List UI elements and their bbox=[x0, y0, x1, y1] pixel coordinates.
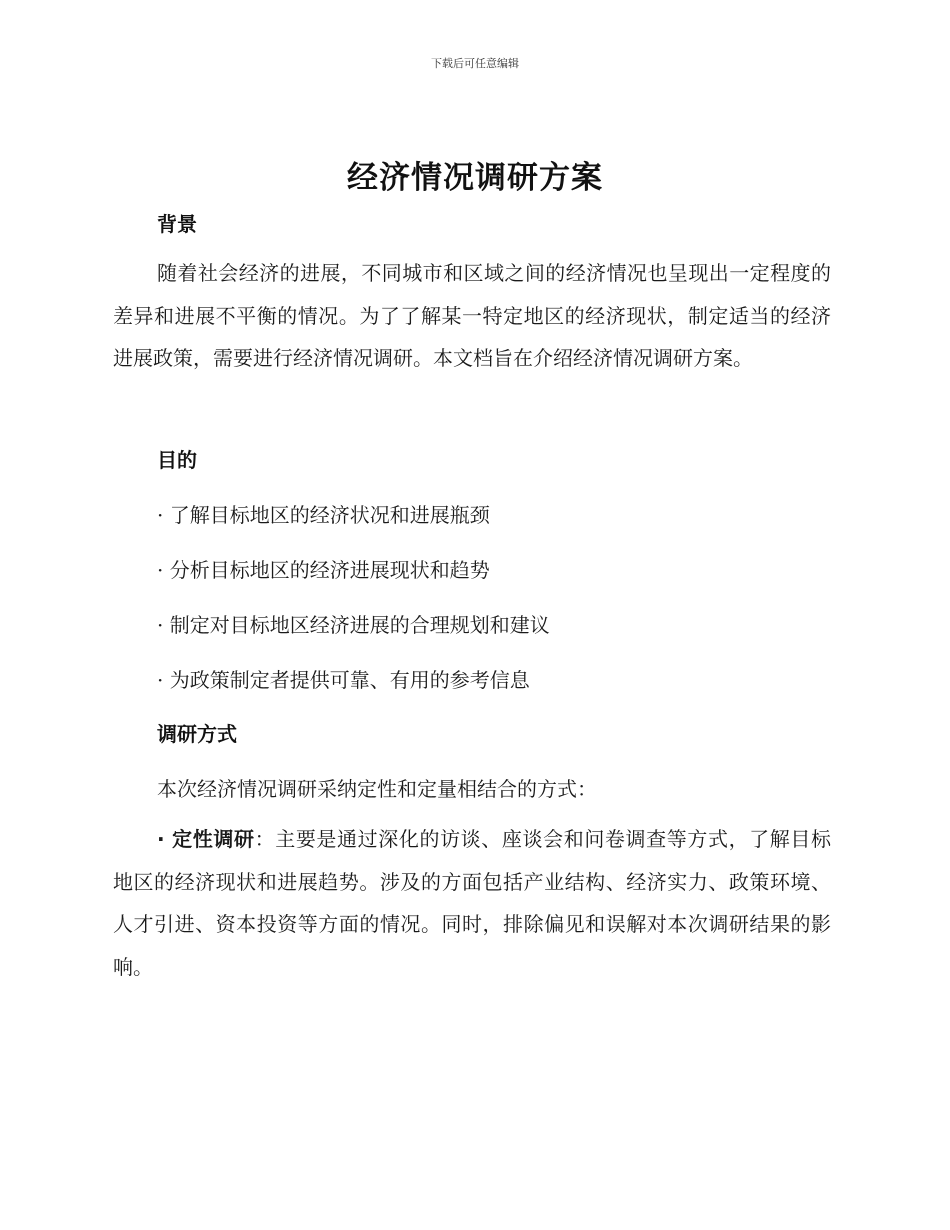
section-heading-background: 背景 bbox=[157, 212, 197, 236]
purpose-list-item: · 了解目标地区的经济状况和进展瓶颈 bbox=[157, 503, 490, 527]
purpose-list-item: · 为政策制定者提供可靠、有用的参考信息 bbox=[157, 668, 530, 692]
document-title: 经济情况调研方案 bbox=[347, 160, 603, 196]
qualitative-text: ：主要是通过深化的访谈、座谈会和问卷调查等方式，了解目标地区的经济现状和进展趋势。涉及的方面包括产业结构、经济实力、政策环境、人才引进、资本投资等方面的情况。同时，排除偏见和误解对本次调研结果的影响。 bbox=[113, 827, 832, 979]
section-heading-purpose: 目的 bbox=[157, 448, 197, 472]
section-heading-method: 调研方式 bbox=[157, 722, 237, 746]
purpose-list-item: · 分析目标地区的经济进展现状和趋势 bbox=[157, 558, 490, 582]
qualitative-paragraph bbox=[113, 818, 831, 988]
page-header-note: 下载后可任意编辑 bbox=[431, 57, 519, 70]
background-paragraph: 随着社会经济的进展，不同城市和区域之间的经济情况也呈现出一定程度的差异和进展不平衡的情况。为了了解某一特定地区的经济现状，制定适当的经济进展政策，需要进行经济情况调研。本文档旨在介绍经济情况调研方案。 bbox=[113, 261, 831, 370]
method-intro: 本次经济情况调研采纳定性和定量相结合的方式： bbox=[157, 777, 597, 801]
purpose-list-item: · 制定对目标地区经济进展的合理规划和建议 bbox=[157, 613, 550, 637]
qualitative-label: · 定性调研 bbox=[157, 827, 255, 851]
